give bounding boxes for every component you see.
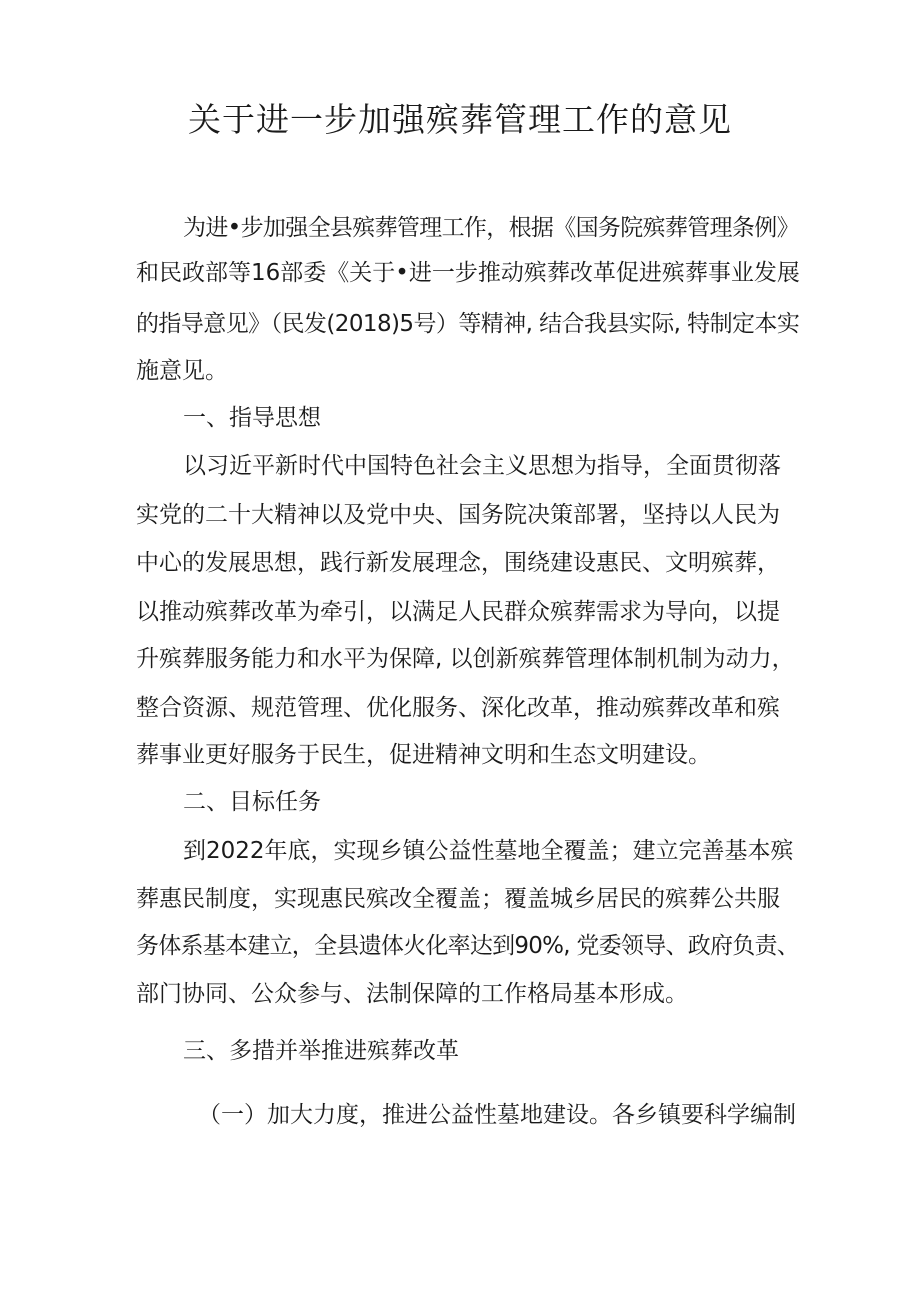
section-1-line-1: 以习近平新时代中国特色社会主义思想为指导，全面贯彻落 [183, 453, 781, 479]
intro-line-4: 施意见。 [136, 358, 228, 384]
intro-line-3: 的指导意见》（民发(2018)5号）等精神, 结合我县实际, 特制定本实 [136, 311, 800, 337]
intro-line-1: 为进•步加强全县殡葬管理工作，根据《国务院殡葬管理条例》 [183, 215, 799, 241]
section-2-line-1: 到2022年底，实现乡镇公益性墓地全覆盖；建立完善基本殡 [183, 838, 794, 864]
section-3-sub-1-line-1: （一）加大力度，推进公益性墓地建设。各乡镇要科学编制 [198, 1102, 796, 1128]
intro-line-2: 和民政部等16部委《关于•进一步推动殡葬改革促进殡葬事业发展 [136, 260, 800, 286]
section-1-line-6: 整合资源、规范管理、优化服务、深化改革，推动殡葬改革和殡 [136, 695, 780, 721]
section-2-line-4: 部门协同、公众参与、法制保障的工作格局基本形成。 [136, 981, 688, 1007]
section-1-line-2: 实党的二十大精神以及党中央、国务院决策部署，坚持以人民为 [136, 502, 780, 528]
section-1-line-7: 葬事业更好服务于民生，促进精神文明和生态文明建设。 [136, 742, 711, 768]
section-1-line-4: 以推动殡葬改革为牵引，以满足人民群众殡葬需求为导向，以提 [136, 599, 780, 625]
document-title: 关于进一步加强殡葬管理工作的意见 [188, 100, 732, 139]
section-1-line-5: 升殡葬服务能力和水平为保障, 以创新殡葬管理体制机制为动力， [136, 646, 795, 672]
section-3-heading: 三、多措并举推进殡葬改革 [183, 1038, 459, 1064]
section-2-line-2: 葬惠民制度，实现惠民殡改全覆盖；覆盖城乡居民的殡葬公共服 [136, 886, 780, 912]
section-1-heading: 一、指导思想 [183, 405, 321, 431]
section-2-heading: 二、目标任务 [183, 789, 321, 815]
section-2-line-3: 务体系基本建立，全县遗体火化率达到90%, 党委领导、政府负责、 [136, 933, 800, 959]
section-1-line-3: 中心的发展思想，践行新发展理念，围绕建设惠民、文明殡葬， [136, 550, 780, 576]
